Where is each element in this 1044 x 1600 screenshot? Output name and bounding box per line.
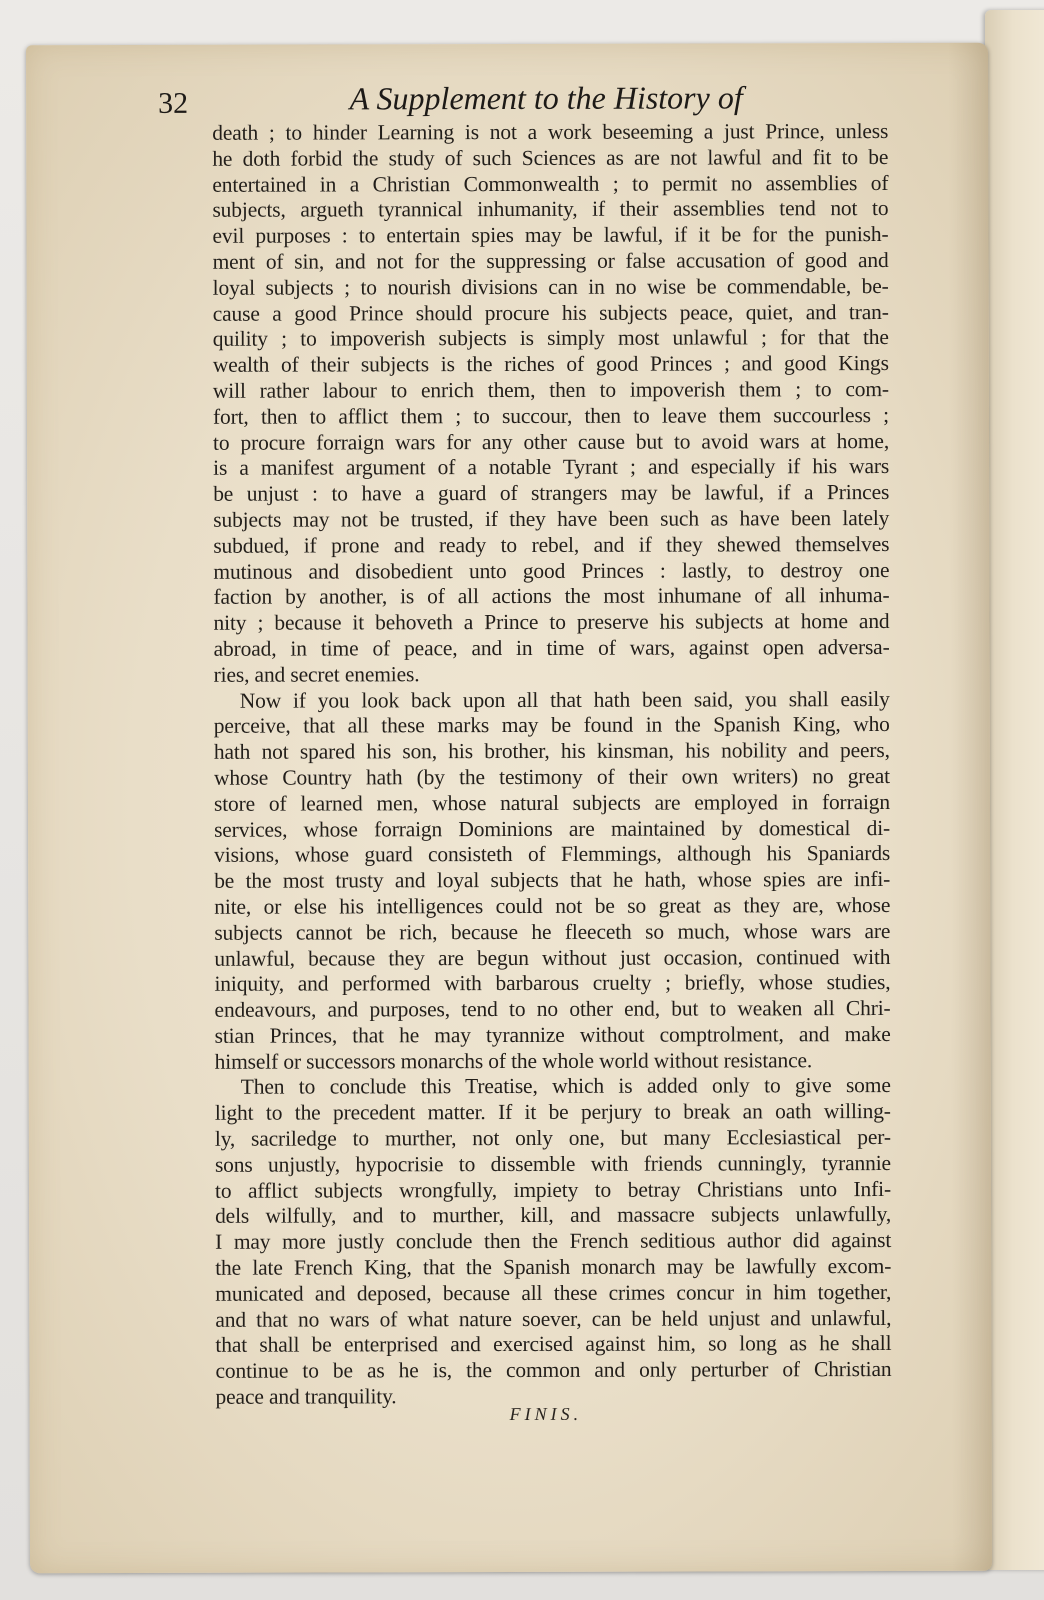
text-line: Then to conclude this Treatise, which is added only to give some xyxy=(240,1073,891,1100)
text-line: cause a good Prince should procure his subjects peace, quiet, and tran- xyxy=(212,299,889,326)
text-line: stian Princes, that he may tyrannize without comptrolment, and make xyxy=(214,1021,891,1048)
text-line: nite, or else his intelligences could not be so great as they are, whose xyxy=(214,892,891,919)
text-line: subjects cannot be rich, because he fleeceth so much, whose wars are xyxy=(214,918,891,945)
text-line: sons unjustly, hypocrisie to dissemble with friends cunningly, tyrannie xyxy=(214,1150,891,1177)
text-line: evil purposes : to entertain spies may be lawful, if it be for the punish- xyxy=(212,222,889,248)
text-line: the late French King, that the Spanish monarch may be lawfully excom- xyxy=(215,1254,892,1280)
text-line: abroad, in time of peace, and in time of wars, against open adversa- xyxy=(213,634,890,661)
book-page xyxy=(26,43,992,1574)
text-line: quility ; to impoverish subjects is simply most unlawful ; for that the xyxy=(212,325,889,352)
text-line: perceive, that all these marks may be found in the Spanish King, who xyxy=(213,712,890,739)
text-line: that shall be enterprised and exercised against him, so long as he shall xyxy=(215,1331,892,1358)
paragraph xyxy=(214,687,891,1076)
text-line: faction by another, is of all actions the most inhumane of all inhuma- xyxy=(213,583,890,610)
text-line: entertained in a Christian Commonwealth ; to permit no assemblies of xyxy=(212,170,889,197)
text-line: himself or successors monarchs of the whole world without resistance. xyxy=(214,1047,813,1074)
text-line: I may more justly conclude then the French seditious author did against xyxy=(215,1228,892,1255)
text-line: peace and tranquility. xyxy=(215,1384,397,1409)
text-line: services, whose forraign Dominions are maintained by domestical di- xyxy=(214,815,891,842)
text-line: iniquity, and performed with barbarous cruelty ; briefly, whose studies, xyxy=(214,970,891,997)
text-line: to afflict subjects wrongfully, impiety to betray Christians unto Infi- xyxy=(214,1176,892,1203)
text-line: be unjust : to have a guard of strangers may be lawful, if a Princes xyxy=(213,480,890,506)
text-line: and that no wars of what nature soever, can be held unjust and unlawful, xyxy=(215,1305,892,1332)
text-line: loyal subjects ; to nourish divisions can in no wise be commendable, be- xyxy=(212,273,889,300)
text-line: ment of sin, and not for the suppressing or false accusation of good and xyxy=(212,247,889,274)
text-line: unlawful, because they are begun without just occasion, continued with xyxy=(214,944,891,971)
text-line: store of learned men, whose natural subjects are employed in forraign xyxy=(213,789,891,816)
text-line: nity ; because it behoveth a Prince to preserve his subjects at home and xyxy=(213,609,890,635)
running-head: A Supplement to the History of xyxy=(349,79,743,117)
text-line: mutinous and disobedient unto good Princes : lastly, to destroy one xyxy=(213,557,890,584)
facing-page-edge xyxy=(985,10,1044,1570)
text-line: light to the precedent matter. If it be perjury to break an oath willing- xyxy=(214,1099,891,1126)
text-line: fort, then to afflict them ; to succour, then to leave them succourless ; xyxy=(212,402,890,429)
text-line: endeavours, and purposes, tend to no other end, but to weaken all Chri- xyxy=(214,996,891,1022)
finis-mark: FINIS. xyxy=(509,1403,583,1425)
text-line: he doth forbid the study of such Sciences as are not lawful and fit to be xyxy=(212,144,889,171)
text-line: death ; to hinder Learning is not a work beseeming a just Prince, unless xyxy=(212,119,889,145)
text-line: ries, and secret enemies. xyxy=(213,661,420,687)
paragraph xyxy=(212,119,889,688)
text-line: dels wilfully, and to murther, kill, and massacre subjects unlawfully, xyxy=(215,1202,892,1229)
text-line: subjects may not be trusted, if they have been such as have been lately xyxy=(213,505,890,532)
page-number: 32 xyxy=(158,86,189,120)
text-line: is a manifest argument of a notable Tyrant ; and especially if his wars xyxy=(213,454,890,481)
text-line: hath not spared his son, his brother, his kinsman, his nobility and peers, xyxy=(213,738,890,764)
text-line: wealth of their subjects is the riches of good Princes ; and good Kings xyxy=(212,351,889,377)
paragraph xyxy=(215,1073,892,1410)
text-line: will rather labour to enrich them, then to impoverish them ; to com- xyxy=(212,376,889,403)
text-line: Now if you look back upon all that hath been said, you shall easily xyxy=(239,686,890,713)
text-line: continue to be as he is, the common and only perturber of Christian xyxy=(215,1357,892,1384)
text-line: ly, sacriledge to murther, not only one, but many Ecclesiastical per- xyxy=(214,1125,891,1151)
text-line: subdued, if prone and ready to rebel, and if they shewed themselves xyxy=(213,531,890,558)
page-gutter-shadow xyxy=(948,43,992,1571)
text-line: to procure forraign wars for any other cause but to avoid wars at home, xyxy=(213,428,890,455)
text-line: municated and deposed, because all these crimes concur in him together, xyxy=(215,1279,892,1306)
text-line: be the most trusty and loyal subjects that he hath, whose spies are infi- xyxy=(214,867,891,893)
text-line: visions, whose guard consisteth of Flemmings, although his Spaniards xyxy=(214,841,891,868)
text-line: subjects, argueth tyrannical inhumanity, if their assemblies tend not to xyxy=(212,196,889,223)
body-text xyxy=(212,119,891,1411)
text-line: whose Country hath (by the testimony of their own writers) no great xyxy=(213,763,890,790)
